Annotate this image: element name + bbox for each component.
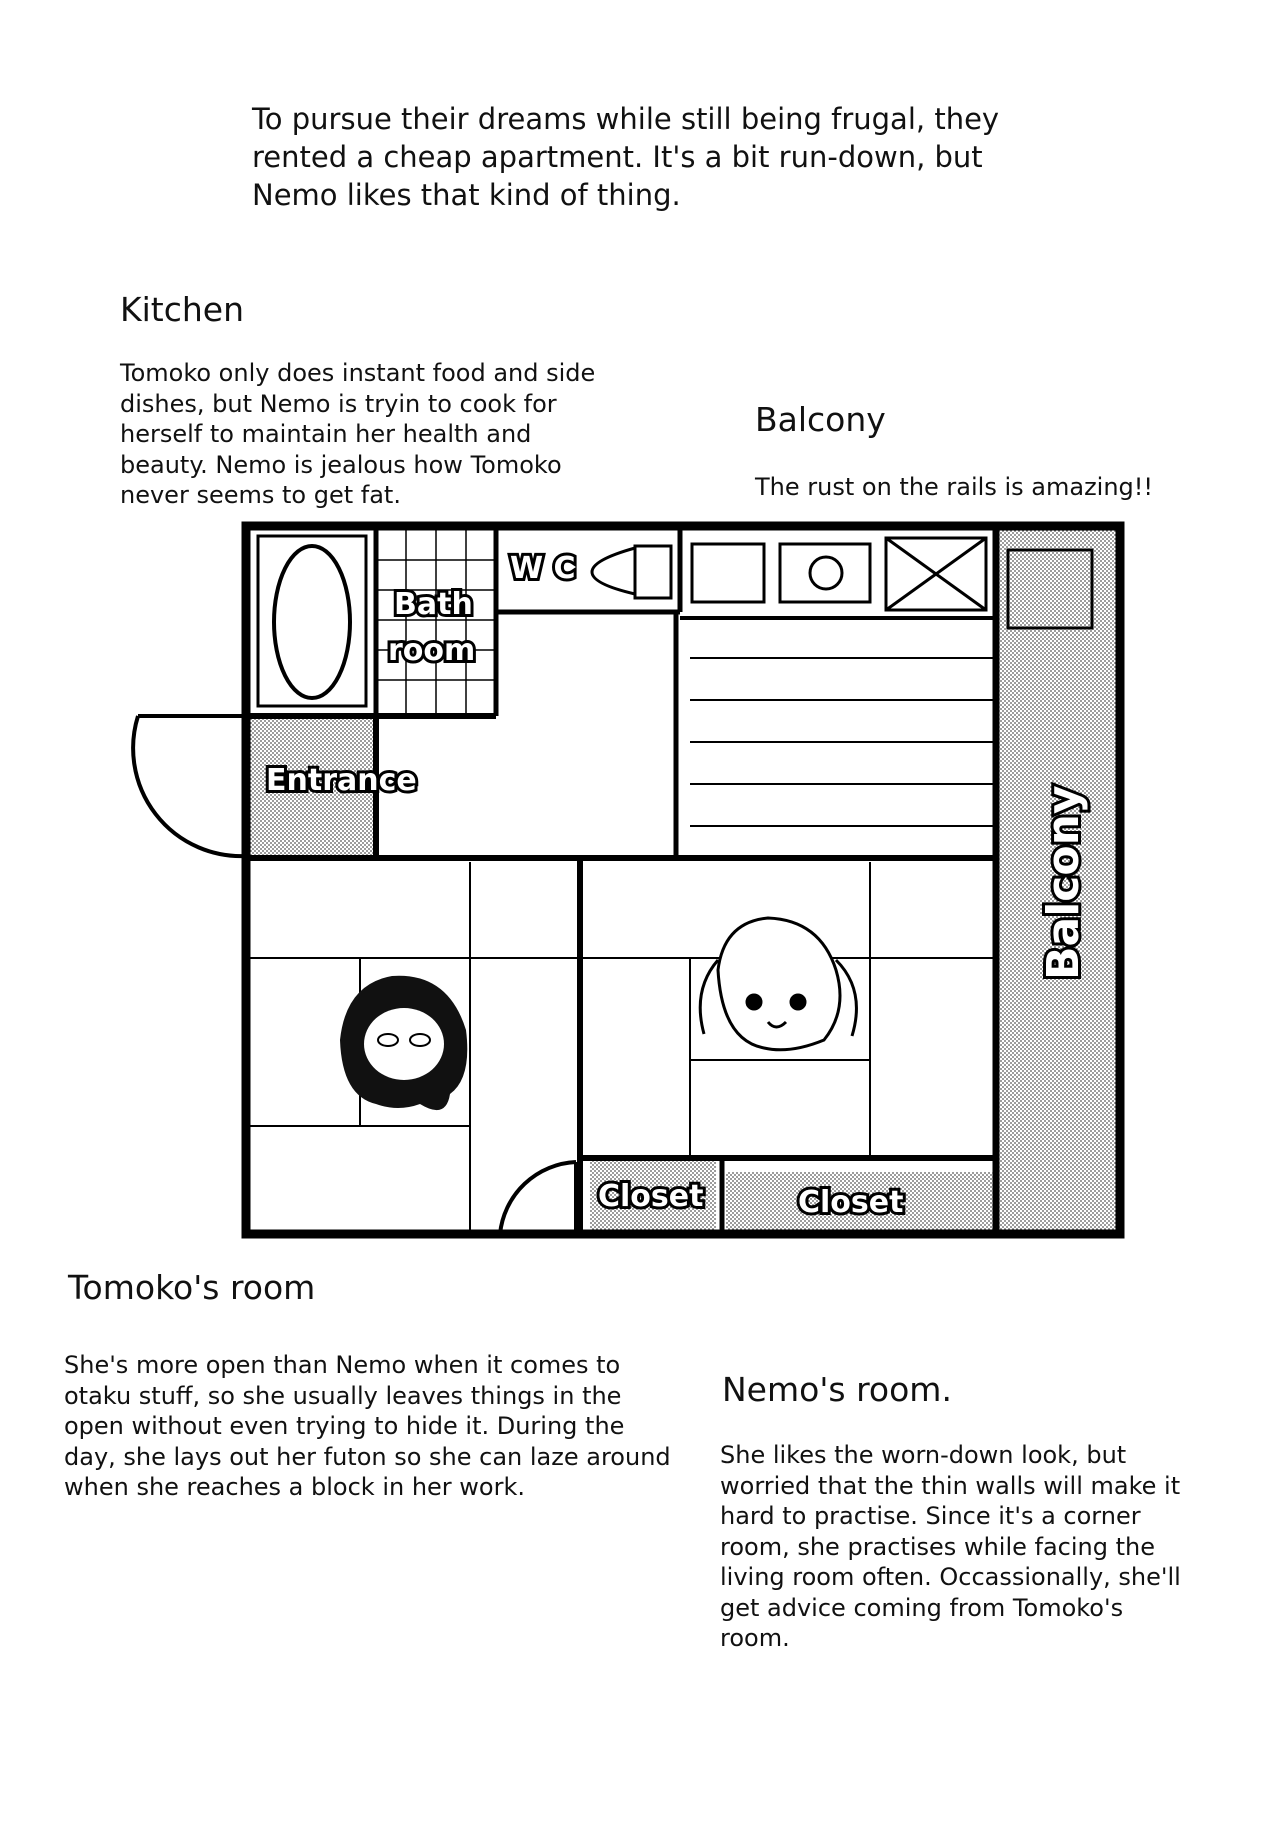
- closet-left-label: Closet: [598, 1179, 704, 1214]
- tomoko-line: open without even trying to hide it. During the: [64, 1412, 625, 1440]
- nemo-line: She likes the worn-down look, but: [720, 1441, 1127, 1469]
- kitchen-line: dishes, but Nemo is tryin to cook for: [120, 389, 557, 418]
- bathtub: [258, 536, 366, 706]
- tomoko-line: day, she lays out her futon so she can laze around: [64, 1442, 671, 1471]
- kitchen-line: Tomoko only does instant food and side: [120, 359, 596, 387]
- bathroom-label-line1: Bath: [394, 587, 473, 622]
- intro-line: To pursue their dreams while still being frugal, they: [252, 102, 1000, 136]
- tomoko-door: [500, 1162, 576, 1234]
- nemo-room-heading: Nemo's room.: [722, 1370, 952, 1409]
- balcony-label: Balcony: [1038, 785, 1089, 980]
- kitchen-floor-lines: [690, 658, 996, 826]
- nemo-line: hard to practise. Since it's a corner: [720, 1502, 1141, 1530]
- nemo-line: living room often. Occassionally, she'll: [720, 1563, 1181, 1591]
- entrance-door: [133, 716, 246, 856]
- tomoko-room-description: [64, 1350, 714, 1503]
- nemo-line: room, she practises while facing the: [720, 1532, 1155, 1561]
- nemo-line: get advice coming from Tomoko's: [720, 1593, 1124, 1622]
- balcony-description: The rust on the rails is amazing!!: [755, 473, 1154, 501]
- bathroom-label-line2: room: [388, 633, 476, 668]
- nemo-line: worried that the thin walls will make it: [720, 1471, 1181, 1500]
- bath-tiles: [376, 530, 496, 716]
- wc-label: W C: [510, 551, 576, 586]
- kitchen-line: never seems to get fat.: [120, 481, 401, 509]
- kitchen-line: herself to maintain her health and: [120, 420, 532, 448]
- kitchen-line: beauty. Nemo is jealous how Tomoko: [120, 450, 562, 479]
- kitchen-heading: Kitchen: [120, 290, 245, 329]
- tomoko-line: when she reaches a block in her work.: [64, 1473, 526, 1501]
- tomoko-line: She's more open than Nemo when it comes to: [64, 1351, 621, 1379]
- balcony-heading: Balcony: [755, 400, 886, 439]
- toilet: [592, 546, 671, 598]
- entrance-label: Entrance: [266, 763, 417, 798]
- closet-right-label: Closet: [798, 1185, 904, 1220]
- tomoko-avatar: [340, 976, 467, 1110]
- tomoko-room-heading: Tomoko's room: [68, 1268, 316, 1307]
- nemo-avatar: [700, 918, 856, 1050]
- intro-line: rented a cheap apartment. It's a bit run-down, but: [252, 140, 983, 174]
- nemo-room-description: [720, 1440, 1240, 1654]
- tomoko-line: otaku stuff, so she usually leaves things in the: [64, 1381, 622, 1410]
- kitchen-sink: [692, 538, 986, 610]
- nemo-line: room.: [720, 1624, 790, 1652]
- intro-line: Nemo likes that kind of thing.: [252, 178, 681, 212]
